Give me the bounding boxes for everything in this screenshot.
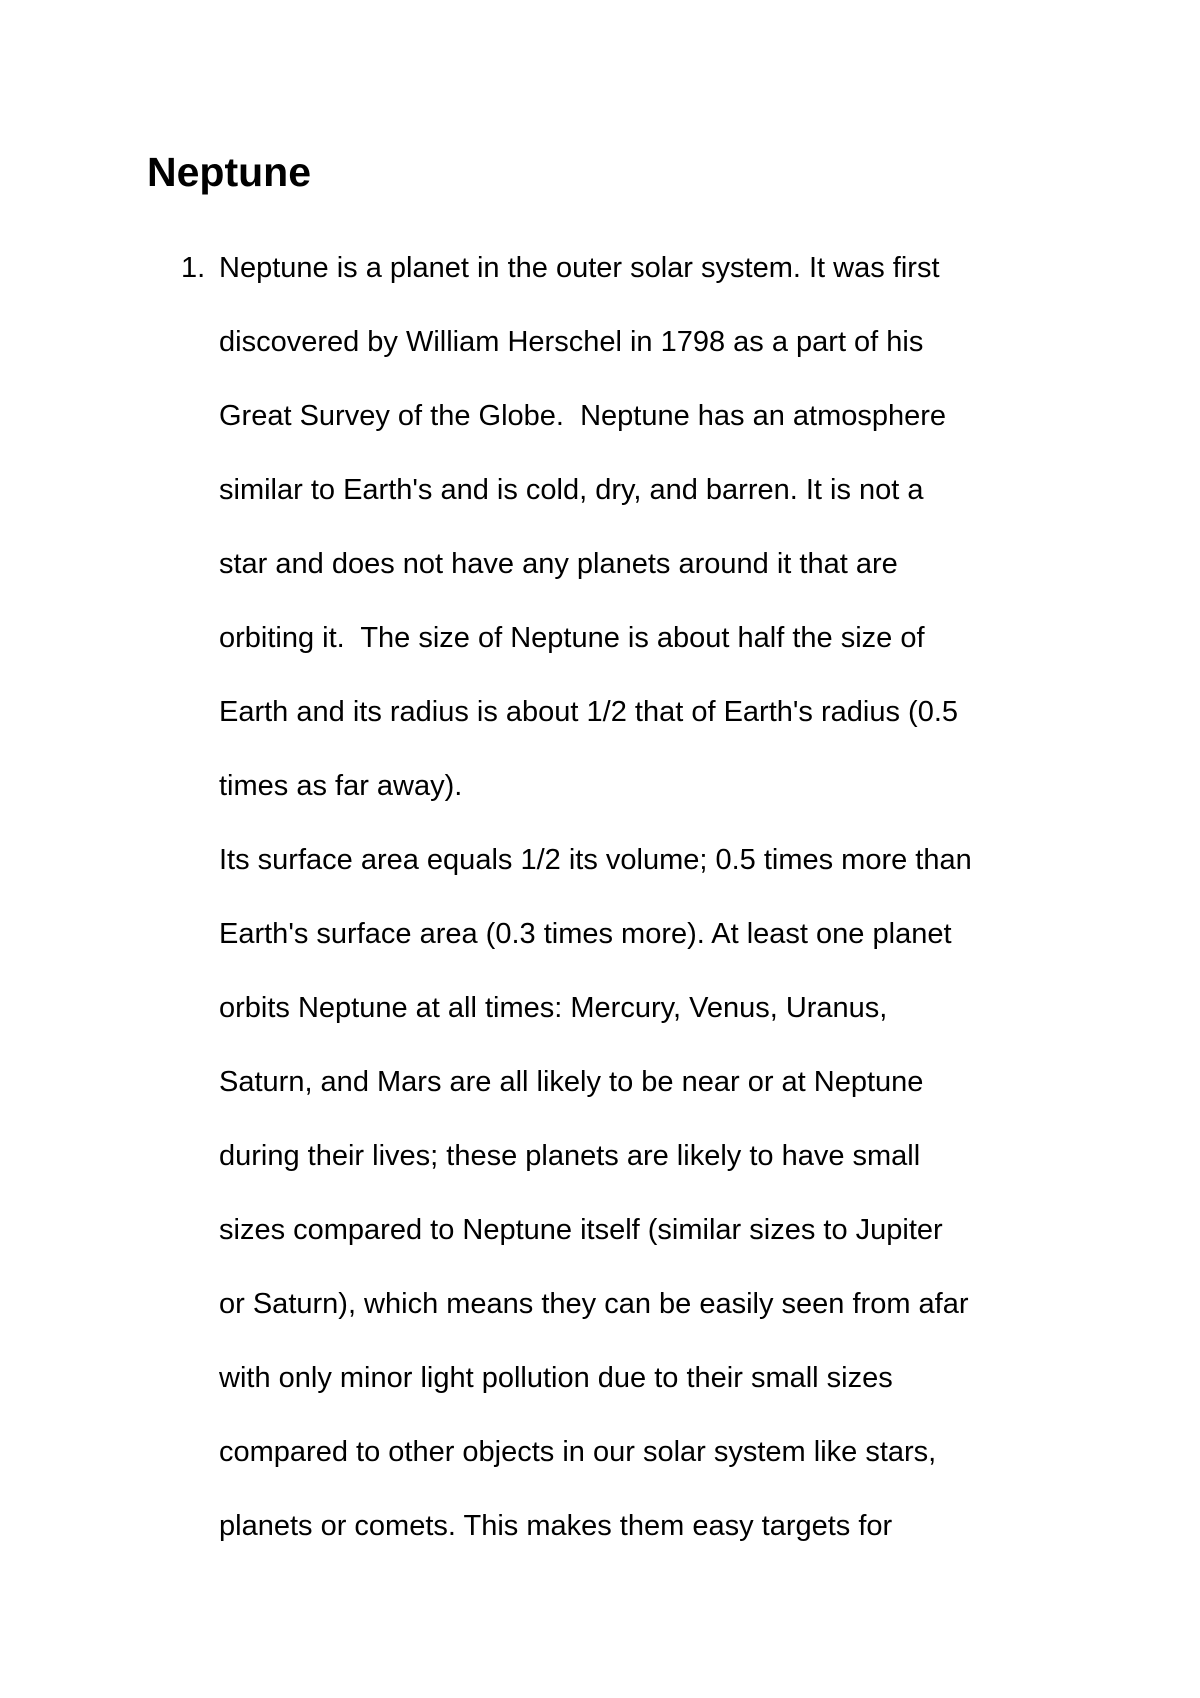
body-line: orbits Neptune at all times: Mercury, Venus, Uranus, xyxy=(219,992,888,1024)
body-line: times as far away). xyxy=(219,770,463,802)
body-line: sizes compared to Neptune itself (similar sizes to Jupiter xyxy=(219,1214,943,1246)
body-line: during their lives; these planets are likely to have small xyxy=(219,1140,921,1172)
body-line: Saturn, and Mars are all likely to be near or at Neptune xyxy=(219,1066,924,1098)
body-line: planets or comets. This makes them easy targets for xyxy=(219,1510,893,1542)
list-marker: 1. xyxy=(181,252,206,284)
body-line: star and does not have any planets around it that are xyxy=(219,548,898,580)
body-line: similar to Earth's and is cold, dry, and barren. It is not a xyxy=(219,474,924,506)
body-line: or Saturn), which means they can be easily seen from afar xyxy=(219,1288,969,1320)
document-title: Neptune xyxy=(147,149,311,195)
body-line: with only minor light pollution due to their small sizes xyxy=(219,1362,893,1394)
body-line: compared to other objects in our solar system like stars, xyxy=(219,1436,937,1468)
body-line: discovered by William Herschel in 1798 as a part of his xyxy=(219,326,924,358)
body-line: orbiting it. The size of Neptune is about half the size of xyxy=(219,622,925,654)
body-line: Great Survey of the Globe. Neptune has an atmosphere xyxy=(219,400,947,432)
body-line: Earth's surface area (0.3 times more). At least one planet xyxy=(219,918,952,950)
body-line: Neptune is a planet in the outer solar system. It was first xyxy=(219,252,940,284)
body-line: Earth and its radius is about 1/2 that of Earth's radius (0.5 xyxy=(219,696,959,728)
body-line: Its surface area equals 1/2 its volume; 0.5 times more than xyxy=(219,844,972,876)
